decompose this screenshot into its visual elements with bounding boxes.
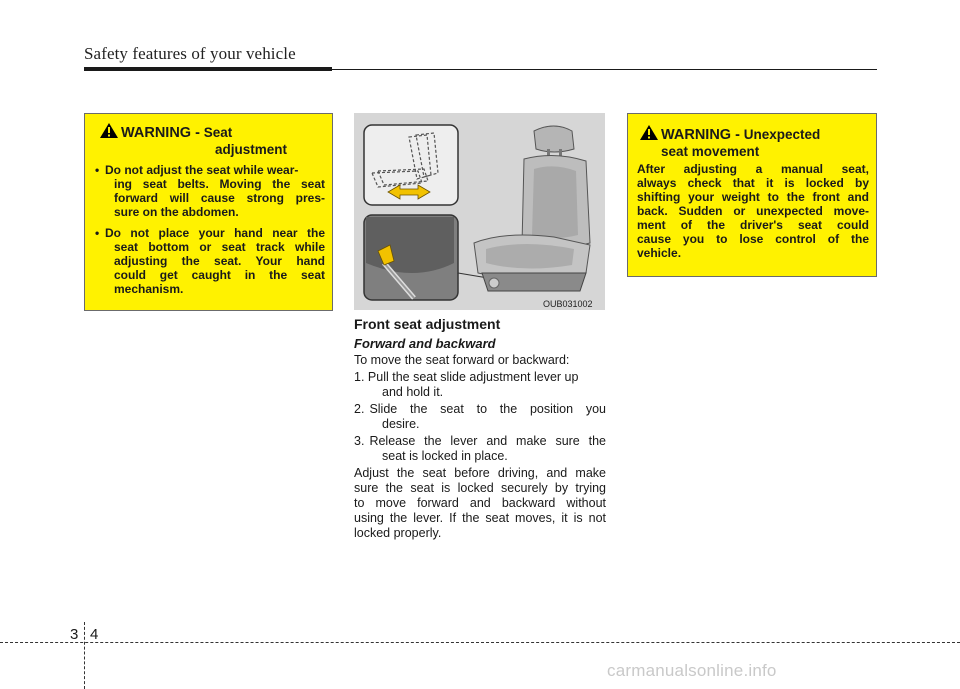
step-number: 3. [354, 434, 365, 448]
intro-text: To move the seat forward or backward: [354, 353, 570, 367]
page-number: 4 [90, 626, 99, 643]
warning-box-seat-adjustment [84, 113, 333, 311]
header-rule-thick [84, 67, 332, 71]
paragraph-line: Adjust the seat before driving, and make [354, 466, 606, 480]
section-title: Front seat adjustment [354, 316, 501, 332]
bullet-line: could get caught in the seat [114, 268, 325, 282]
bullet-line: Do not adjust the seat while wear- [105, 163, 299, 177]
warning-title-line2: seat movement [661, 144, 760, 159]
warning-label: WARNING - [121, 125, 200, 141]
seat-adjustment-illustration [354, 113, 605, 310]
warning-line: After adjusting a manual seat, [637, 162, 869, 176]
step-text: Pull the seat slide adjustment lever up [367, 370, 579, 384]
warning-title-line2: adjustment [215, 142, 288, 157]
warning-label: WARNING - [661, 127, 740, 143]
warning-heading [121, 125, 232, 141]
header-rule-thin [332, 69, 877, 70]
step-text: Release the lever and make sure the [369, 434, 606, 448]
page-number-separator [84, 622, 86, 689]
bullet-line: ing seat belts. Moving the seat [114, 177, 325, 191]
warning-bullet-1: • Do not adjust the seat while wear- ing seat belts. Moving the seat forward will cause strong pres- sure on the abdomen. [95, 163, 325, 219]
warning-bullet-2: • Do not place your hand near the seat bottom or seat track while adjusting the seat. Your hand could get caught in the seat mechanism. [95, 226, 325, 296]
step-number: 1. [354, 370, 365, 384]
step-item [354, 434, 606, 464]
warning-title-line1: Seat [203, 125, 233, 140]
warning-box-unexpected-seat-movement [627, 113, 877, 277]
paragraph-line: to move forward and backward without [354, 496, 606, 510]
step-text-cont: seat is locked in place. [382, 449, 508, 463]
warning-triangle-icon [99, 122, 119, 139]
paragraph-line: sure the seat is locked securely by trying [354, 481, 606, 495]
bullet-line: sure on the abdomen. [114, 205, 239, 219]
step-text-cont: and hold it. [382, 385, 444, 399]
paragraph-line: locked properly. [354, 526, 442, 540]
section-subtitle: Forward and backward [354, 336, 496, 351]
paragraph-line: using the lever. If the seat moves, it is not [354, 511, 606, 525]
warning-line: cause you to lose control of the [637, 232, 869, 246]
step-item [354, 370, 606, 400]
step-text: Slide the seat to the position you [369, 402, 606, 416]
step-number: 2. [354, 402, 365, 416]
illustration-code: OUB031002 [543, 299, 593, 309]
chapter-number: 3 [70, 626, 79, 643]
closing-paragraph [354, 466, 606, 541]
warning-heading [661, 127, 820, 143]
seat-illustration-graphic [354, 113, 605, 310]
bullet-line: forward will cause strong pres- [114, 191, 325, 205]
warning-line: vehicle. [637, 246, 682, 260]
page-number-rule [0, 642, 960, 644]
warning-triangle-icon [639, 124, 659, 141]
page-header-title: Safety features of your vehicle [84, 44, 296, 63]
bullet-line: mechanism. [114, 282, 184, 296]
footer-watermark: carmanualsonline.info [607, 661, 777, 680]
bullet-line: seat bottom or seat track while [114, 240, 325, 254]
warning-body [637, 162, 869, 260]
warning-line: always check that it is locked by [637, 176, 869, 190]
bullet-line: adjusting the seat. Your hand [114, 254, 325, 268]
step-text-cont: desire. [382, 417, 420, 431]
warning-line: shifting your weight to the front and [637, 190, 869, 204]
step-item [354, 402, 606, 432]
warning-title-line1: Unexpected [743, 127, 821, 142]
bullet-line: Do not place your hand near the [105, 226, 325, 240]
warning-line: ment of the driver's seat could [637, 218, 869, 232]
warning-line: back. Sudden or unexpected move- [637, 204, 869, 218]
